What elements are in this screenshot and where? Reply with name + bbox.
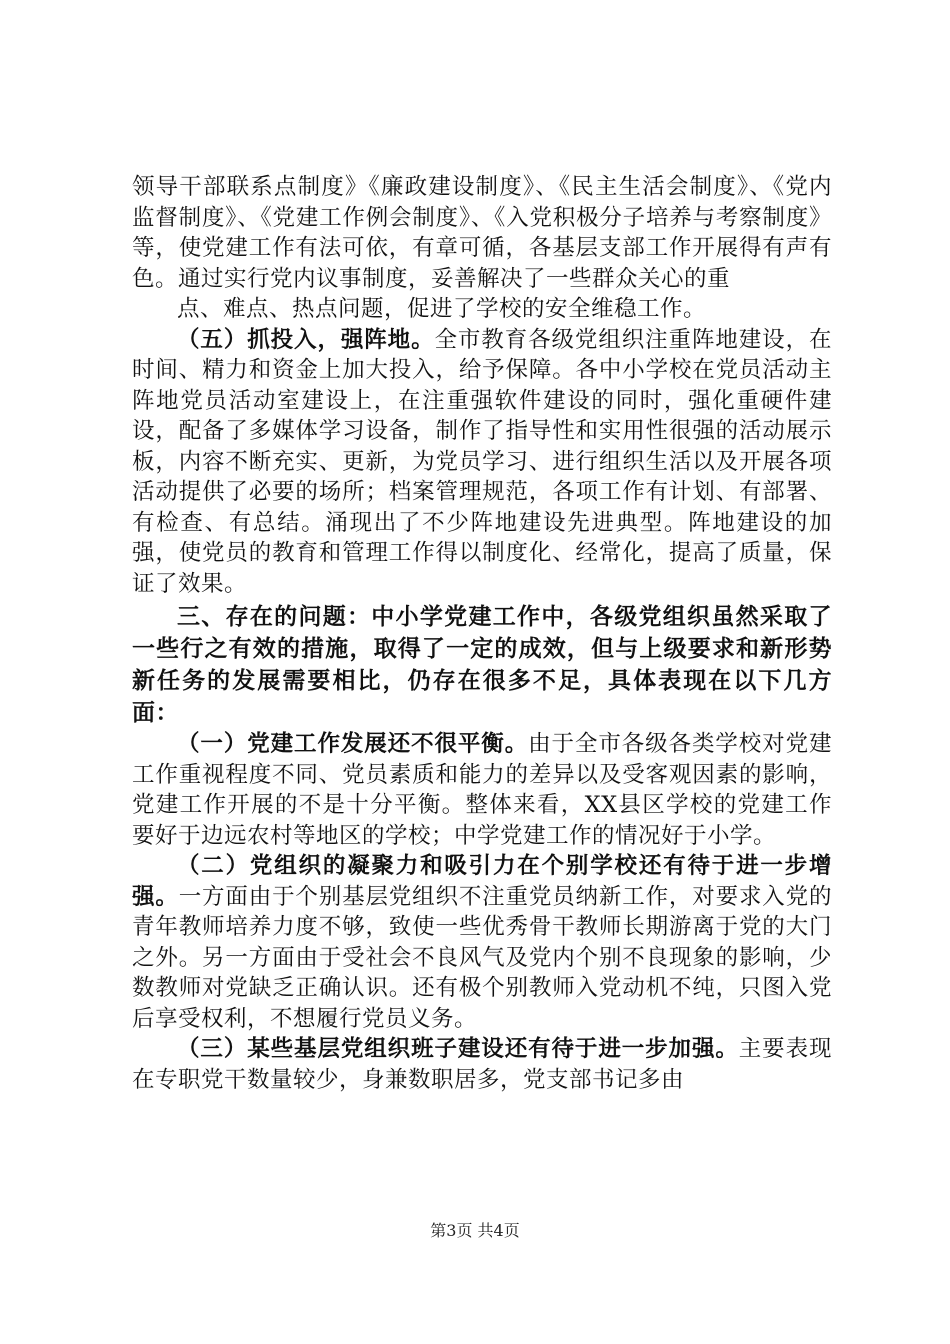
paragraph-text: 三、存在的问题：中小学党建工作中，各级党组织虽然采取了一些行之有效的措施，取得了一定的成效，但与上级要求和新形势新任务的发展需要相比，仍存在很多不足，具体表现在以下几方面： bbox=[132, 603, 832, 726]
document-body bbox=[132, 172, 832, 1095]
paragraph-continuation bbox=[132, 172, 832, 294]
paragraph-text: 领导干部联系点制度》《廉政建设制度》、《民主生活会制度》、《党内监督制度》、《党建工作例会制度》、《入党积极分子培养与考察制度》等，使党建工作有法可依，有章可循，各基层支部工作开展得有声有色。通过实行党内议事制度，妥善解决了一些群众关心的重 bbox=[132, 174, 832, 292]
paragraph-text: 全市教育各级党组织注重阵地建设，在时间、精力和资金上加大投入，给予保障。各中小学校在党员活动主阵地党员活动室建设上，在注重强软件建设的同时，强化重硬件建设，配备了多媒体学习设备，制作了指导性和实用性很强的活动展示板，内容不断充实、更新，为党员学习、进行组织生活以及开展各项活动提供了必要的场所；档案管理规范，各项工作有计划、有部署、有检查、有总结。涌现出了不少阵地建设先进典型。阵地建设的加强，使党员的教育和管理工作得以制度化、经常化，提高了质量，保证了效果。 bbox=[132, 326, 832, 597]
page-footer bbox=[0, 1218, 950, 1241]
paragraph-problem-one bbox=[132, 729, 832, 851]
paragraph-heading: （一）党建工作发展还不很平衡。 bbox=[177, 731, 529, 757]
paragraph-text: 主要表现在专职党干数量较少，身兼数职居多，党支部书记多由 bbox=[132, 1036, 832, 1093]
paragraph-text: 由于全市各级各类学校对党建工作重视程度不同、党员素质和能力的差异以及受客观因素的影响，党建工作开展的不是十分平衡。整体来看，XX县区学校的党建工作要好于边远农村等地区的学校；中学党建工作的情况好于小学。 bbox=[132, 731, 832, 849]
paragraph-text: 一方面由于个别基层党组织不注重党员纳新工作，对要求入党的青年教师培养力度不够，致使一些优秀骨干教师长期游离于党的大门之外。另一方面由于受社会不良风气及党内个别不良现象的影响，少数教师对党缺乏正确认识。还有极个别教师入党动机不纯，只图入党后享受权利，不想履行党员义务。 bbox=[132, 883, 832, 1032]
paragraph-continuation-2 bbox=[132, 294, 832, 325]
section-heading-problems bbox=[132, 601, 832, 729]
page-number: 第3页 共4页 bbox=[430, 1221, 520, 1240]
paragraph-heading: （三）某些基层党组织班子建设还有待于进一步加强。 bbox=[177, 1036, 739, 1062]
paragraph-heading: （五）抓投入，强阵地。 bbox=[177, 326, 435, 353]
paragraph-heading: （二）党组织的凝聚力和吸引力在个别学校还有待于进一步增强。 bbox=[132, 853, 832, 910]
paragraph-problem-three bbox=[132, 1034, 832, 1095]
paragraph-section-five bbox=[132, 325, 832, 600]
paragraph-problem-two bbox=[132, 851, 832, 1034]
paragraph-text: 点、难点、热点问题，促进了学校的安全维稳工作。 bbox=[177, 296, 707, 322]
